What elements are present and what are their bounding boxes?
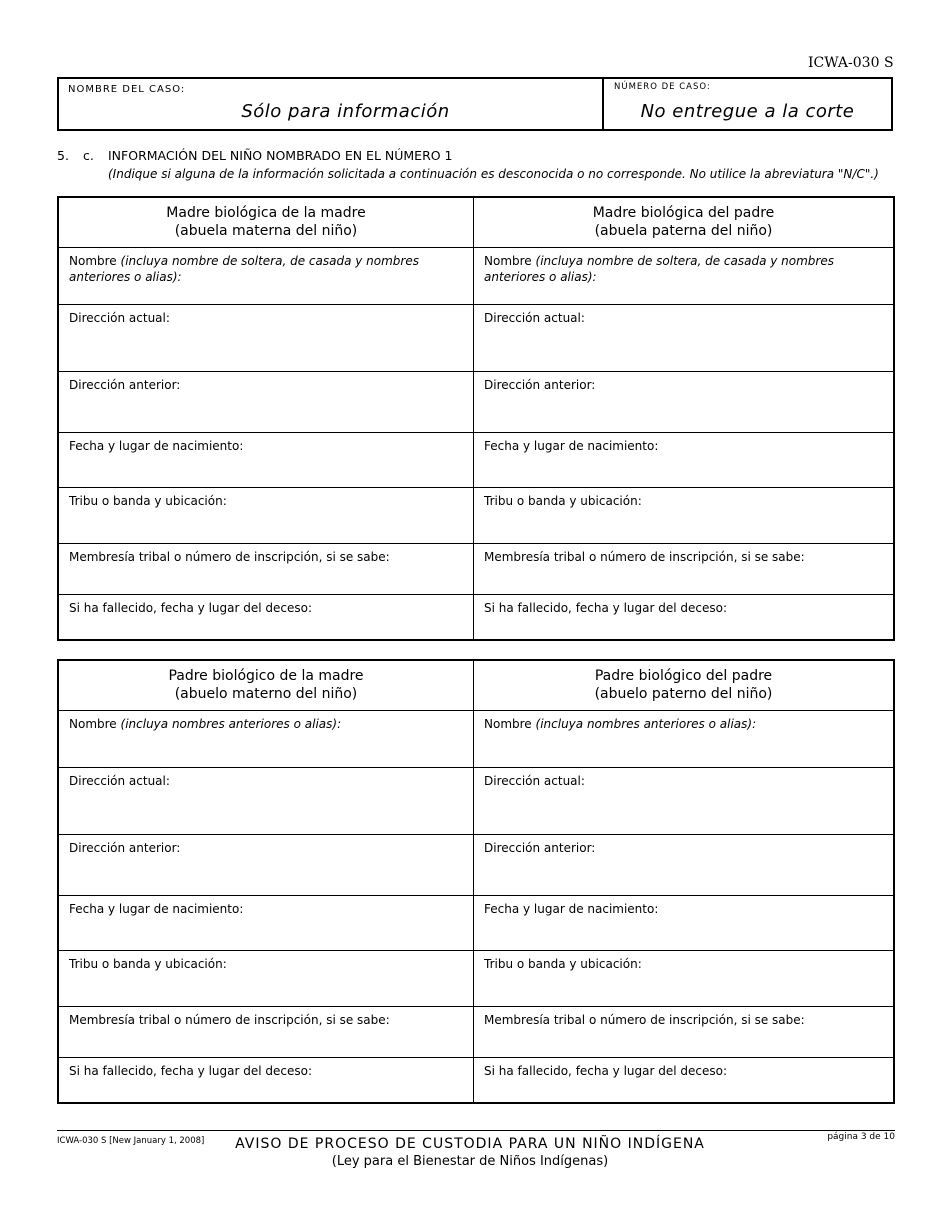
header-line: Madre biológica de la madre [166,205,366,221]
paternal-grandfather-membership-field[interactable]: Membresía tribal o número de inscripción, si se sabe: [484,1013,805,1027]
maternal-grandfather-membership-field[interactable]: Membresía tribal o número de inscripción, si se sabe: [59,1007,474,1057]
header-line: (abuelo materno del niño) [174,686,358,702]
tribal-membership-row [59,543,893,594]
form-id: ICWA-030 S [808,55,894,71]
field-label: Nombre [484,717,532,731]
maternal-grandmother-current-address-field[interactable]: Dirección actual: [59,305,474,371]
field-hint: (incluya nombre de soltera, de casada y nombres anteriores o alias): [484,254,834,284]
form-title: AVISO DE PROCESO DE CUSTODIA PARA UN NIÑO INDÍGENA [235,1136,705,1152]
paternal-grandfather-birth-field[interactable]: Fecha y lugar de nacimiento: [484,902,659,916]
previous-address-row [59,371,893,432]
paternal-grandfather-death-field[interactable]: Si ha fallecido, fecha y lugar del deceso: [484,1064,728,1078]
paternal-grandmother-membership-field[interactable]: Membresía tribal o número de inscripción, si se sabe: [484,550,805,564]
birth-date-place-row [59,895,893,950]
case-name-label: NOMBRE DEL CASO: [68,84,186,95]
section-letter: c. [83,148,94,163]
name-row [59,247,893,304]
maternal-grandfather-header [59,661,474,710]
header-line: Padre biológico de la madre [168,668,364,684]
field-hint: (incluya nombres anteriores o alias): [120,717,342,731]
case-name-field [59,79,604,129]
case-name-value: Sólo para información [241,101,450,122]
header-line: Madre biológica del padre [592,205,775,221]
birth-date-place-row [59,432,893,487]
paternal-grandfather-current-address-field[interactable]: Dirección actual: [484,774,585,788]
death-row [59,1057,893,1102]
name-row [59,710,893,767]
maternal-grandfather-name-field[interactable] [59,711,474,767]
section-instructions: (Indique si alguna de la información solicitada a continuación es desconocida o no corresponde. No utilice la abreviatura "N/C".) [108,167,879,181]
case-number-label: NÚMERO DE CASO: [614,82,711,92]
current-address-row [59,304,893,371]
maternal-grandmother-previous-address-field[interactable]: Dirección anterior: [59,372,474,432]
field-label: Nombre [69,254,117,268]
header-line: (abuela paterna del niño) [594,223,773,239]
grandmothers-header-row [59,198,893,247]
field-hint: (incluya nombres anteriores o alias): [535,717,757,731]
form-subtitle: (Ley para el Bienestar de Niños Indígenas) [331,1154,609,1169]
maternal-grandmother-death-field[interactable]: Si ha fallecido, fecha y lugar del deceso: [59,595,474,639]
paternal-grandfather-previous-address-field[interactable]: Dirección anterior: [484,841,596,855]
field-label: Nombre [69,717,117,731]
paternal-grandmother-previous-address-field[interactable]: Dirección anterior: [484,378,596,392]
header-line: (abuela materna del niño) [174,223,358,239]
form-revision: ICWA-030 S [New January 1, 2008] [57,1136,205,1146]
maternal-grandmother-birth-field[interactable]: Fecha y lugar de nacimiento: [59,433,474,487]
grandfathers-header-row [59,661,893,710]
current-address-row [59,767,893,834]
paternal-grandfather-header [474,661,893,710]
field-hint: (incluya nombre de soltera, de casada y nombres anteriores o alias): [69,254,419,284]
paternal-grandmother-death-field[interactable]: Si ha fallecido, fecha y lugar del deceso: [484,601,728,615]
paternal-grandmother-birth-field[interactable]: Fecha y lugar de nacimiento: [484,439,659,453]
header-line: (abuelo paterno del niño) [594,686,773,702]
case-header-box [57,77,893,131]
maternal-grandfather-tribe-field[interactable]: Tribu o banda y ubicación: [59,951,474,1006]
page-number: página 3 de 10 [827,1132,895,1142]
maternal-grandfather-death-field[interactable]: Si ha fallecido, fecha y lugar del deceso: [59,1058,474,1102]
tribe-band-row [59,487,893,543]
grandfathers-table [57,659,895,1104]
section-title: INFORMACIÓN DEL NIÑO NOMBRADO EN EL NÚMERO 1 [108,148,453,163]
paternal-grandmother-name-field[interactable] [474,248,893,304]
field-label: Nombre [484,254,532,268]
tribal-membership-row [59,1006,893,1057]
case-number-field [604,79,891,129]
footer-title-block [200,1136,740,1169]
paternal-grandmother-header [474,198,893,247]
maternal-grandmother-tribe-field[interactable]: Tribu o banda y ubicación: [59,488,474,543]
footer-divider [57,1130,895,1131]
previous-address-row [59,834,893,895]
tribe-band-row [59,950,893,1006]
maternal-grandfather-current-address-field[interactable]: Dirección actual: [59,768,474,834]
maternal-grandmother-header [59,198,474,247]
death-row [59,594,893,639]
maternal-grandfather-birth-field[interactable]: Fecha y lugar de nacimiento: [59,896,474,950]
paternal-grandfather-name-field[interactable] [474,711,893,767]
paternal-grandfather-tribe-field[interactable]: Tribu o banda y ubicación: [484,957,642,971]
maternal-grandmother-name-field[interactable] [59,248,474,304]
section-number: 5. [57,148,69,163]
case-number-value: No entregue a la corte [640,101,855,122]
maternal-grandmother-membership-field[interactable]: Membresía tribal o número de inscripción, si se sabe: [59,544,474,594]
paternal-grandmother-current-address-field[interactable]: Dirección actual: [484,311,585,325]
grandmothers-table [57,196,895,641]
maternal-grandfather-previous-address-field[interactable]: Dirección anterior: [59,835,474,895]
header-line: Padre biológico del padre [594,668,773,684]
paternal-grandmother-tribe-field[interactable]: Tribu o banda y ubicación: [484,494,642,508]
